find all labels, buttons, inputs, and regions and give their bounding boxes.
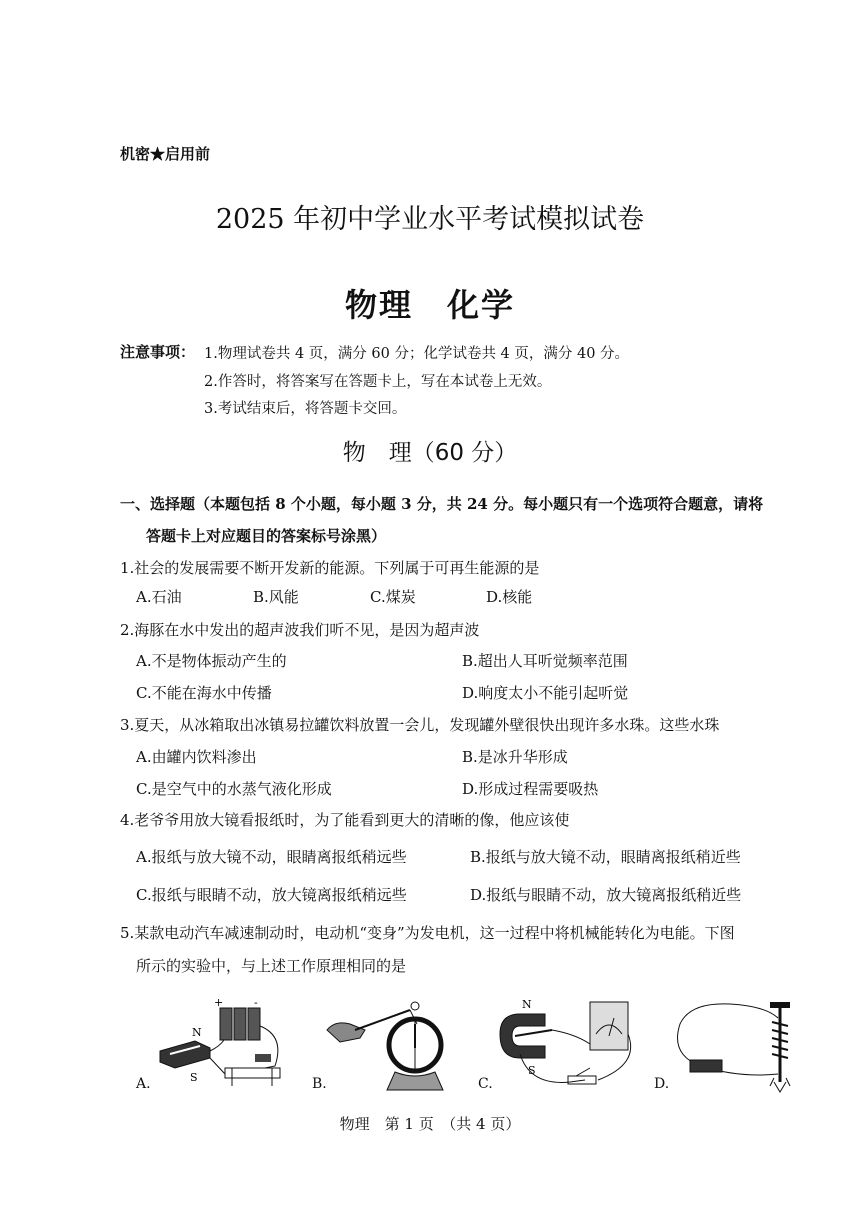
figure-a-north-label: N xyxy=(192,1026,202,1039)
question-4-stem: 4.老爷爷用放大镜看报纸时，为了能看到更大的清晰的像，他应该使 xyxy=(120,811,570,829)
figure-c-generator-experiment xyxy=(490,994,640,1094)
question-2-stem: 2.海豚在水中发出的超声波我们听不见，是因为超声波 xyxy=(120,621,480,639)
q3-option-d: D.形成过程需要吸热 xyxy=(462,780,599,798)
figure-a-plus-mark: + xyxy=(214,996,224,1009)
question-5-stem-line2: 所示的实验中，与上述工作原理相同的是 xyxy=(136,957,407,975)
q2-option-b: B.超出人耳听觉频率范围 xyxy=(462,652,628,670)
exam-title: 2025 年初中学业水平考试模拟试卷 xyxy=(215,204,645,235)
section-title: 物 理（60 分） xyxy=(342,440,518,466)
figure-a-motor-experiment xyxy=(150,996,295,1096)
q1-option-c: C.煤炭 xyxy=(370,588,416,606)
q4-option-c: C.报纸与眼睛不动，放大镜离报纸稍远些 xyxy=(136,886,407,904)
note-item-1: 1.物理试卷共 4 页，满分 60 分；化学试卷共 4 页，满分 40 分。 xyxy=(204,346,630,362)
note-item-3: 3.考试结束后，将答题卡交回。 xyxy=(204,401,407,417)
q3-option-b: B.是冰升华形成 xyxy=(462,748,568,766)
figure-b-ring-experiment xyxy=(325,990,465,1095)
page-footer: 物理 第 1 页 （共 4 页） xyxy=(339,1115,521,1133)
figure-d-electromagnet-experiment xyxy=(670,994,805,1094)
q3-option-a: A.由罐内饮料渗出 xyxy=(136,748,257,766)
figure-a-minus-mark: - xyxy=(254,996,258,1009)
q2-option-c: C.不能在海水中传播 xyxy=(136,684,272,702)
q1-option-a: A.石油 xyxy=(136,588,182,606)
confidential-mark: 机密★启用前 xyxy=(120,145,211,163)
q4-option-a: A.报纸与放大镜不动，眼睛离报纸稍远些 xyxy=(136,848,407,866)
figure-a-south-label: S xyxy=(190,1071,198,1084)
q4-option-b: B.报纸与放大镜不动，眼睛离报纸稍近些 xyxy=(470,848,741,866)
figure-a-label: A. xyxy=(136,1076,151,1092)
q2-option-a: A.不是物体振动产生的 xyxy=(136,652,287,670)
figure-c-label: C. xyxy=(478,1076,493,1092)
section-heading-line1: 一、选择题（本题包括 8 个小题，每小题 3 分，共 24 分。每小题只有一个选项符合题意，请将 xyxy=(120,495,764,513)
figure-c-south-label: S xyxy=(528,1064,536,1077)
notes-label: 注意事项： xyxy=(120,343,196,361)
q4-option-d: D.报纸与眼睛不动，放大镜离报纸稍近些 xyxy=(470,886,742,904)
figure-d-label: D. xyxy=(654,1076,670,1092)
question-5-stem-line1: 5.某款电动汽车减速制动时，电动机“变身”为发电机，这一过程中将机械能转化为电能。下图 xyxy=(120,924,735,942)
question-1-stem: 1.社会的发展需要不断开发新的能源。下列属于可再生能源的是 xyxy=(120,559,540,577)
section-heading-line2: 答题卡上对应题目的答案标号涂黑） xyxy=(146,527,387,545)
q1-option-d: D.核能 xyxy=(486,588,533,606)
subject-title: 物理 化学 xyxy=(344,286,515,324)
note-item-2: 2.作答时，将答案写在答题卡上，写在本试卷上无效。 xyxy=(204,374,552,390)
q3-option-c: C.是空气中的水蒸气液化形成 xyxy=(136,780,332,798)
figure-b-label: B. xyxy=(312,1076,327,1092)
q1-option-b: B.风能 xyxy=(253,588,299,606)
q2-option-d: D.响度太小不能引起听觉 xyxy=(462,684,629,702)
figure-c-north-label: N xyxy=(522,998,532,1011)
question-3-stem: 3.夏天，从冰箱取出冰镇易拉罐饮料放置一会儿，发现罐外壁很快出现许多水珠。这些水珠 xyxy=(120,716,720,734)
